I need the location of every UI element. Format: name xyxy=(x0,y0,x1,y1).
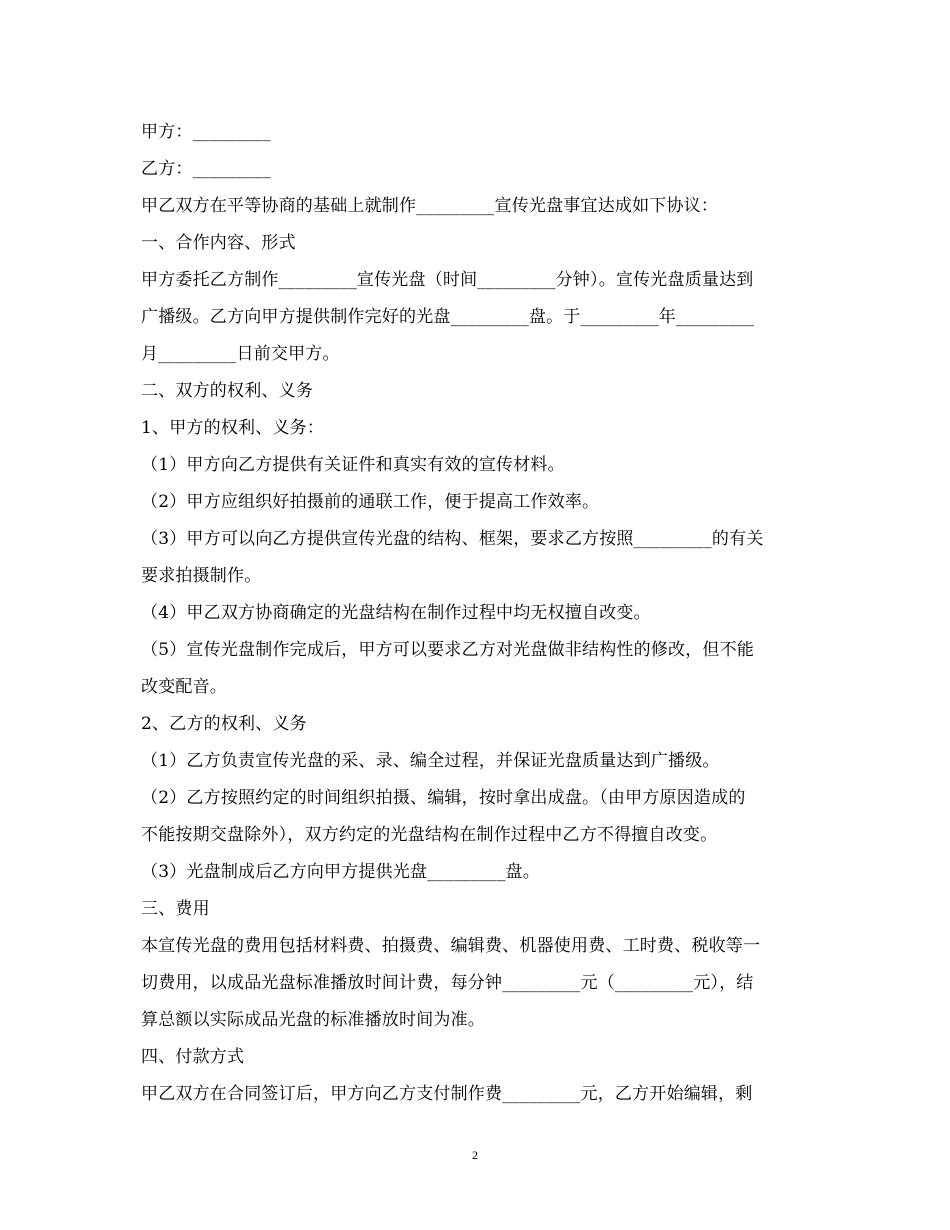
section-heading: 二、双方的权利、义务 xyxy=(141,381,313,401)
text-line: （2）乙方按照约定的时间组织拍摄、编辑，按时拿出成盘。（由甲方原因造成的 xyxy=(141,788,746,808)
text-line: 广播级。乙方向甲方提供制作完好的光盘_________盘。于_________年_________ xyxy=(141,307,755,327)
section-heading: 三、费用 xyxy=(141,899,210,919)
text-line: 本宣传光盘的费用包括材料费、拍摄费、编辑费、机器使用费、工时费、税收等一 xyxy=(141,936,761,956)
text-line: （1）甲方向乙方提供有关证件和真实有效的宣传材料。 xyxy=(141,455,565,475)
section-heading: 一、合作内容、形式 xyxy=(141,233,296,253)
page-number: 2 xyxy=(472,1148,478,1162)
text-line: 甲乙双方在合同签订后，甲方向乙方支付制作费_________元，乙方开始编辑，剩 xyxy=(141,1084,753,1104)
text-line: （3）甲方可以向乙方提供宣传光盘的结构、框架，要求乙方按照_________的有关 xyxy=(141,529,764,549)
text-line: 算总额以实际成品光盘的标准播放时间为准。 xyxy=(141,1010,485,1030)
text-line: 乙方：_________ xyxy=(141,159,271,179)
document-body xyxy=(141,119,813,1118)
subsection-heading: 2、乙方的权利、义务 xyxy=(141,714,307,734)
text-line: 甲方委托乙方制作_________宣传光盘（时间_________分钟）。宣传光盘质量达到 xyxy=(141,270,754,290)
text-line: 甲乙双方在平等协商的基础上就制作_________宣传光盘事宜达成如下协议： xyxy=(141,196,719,216)
text-line: 甲方：_________ xyxy=(141,122,271,142)
section-heading: 四、付款方式 xyxy=(141,1047,245,1067)
subsection-heading: 1、甲方的权利、义务： xyxy=(141,418,325,438)
text-line: （3）光盘制成后乙方向甲方提供光盘_________盘。 xyxy=(141,862,540,882)
text-line: 要求拍摄制作。 xyxy=(141,566,262,586)
text-line: （2）甲方应组织好拍摄前的通联工作，便于提高工作效率。 xyxy=(141,492,600,512)
text-line: （5）宣传光盘制作完成后，甲方可以要求乙方对光盘做非结构性的修改，但不能 xyxy=(141,640,755,660)
text-line: （4）甲乙双方协商确定的光盘结构在制作过程中均无权擅自改变。 xyxy=(141,603,651,623)
text-line: （1）乙方负责宣传光盘的采、录、编全过程，并保证光盘质量达到广播级。 xyxy=(141,751,720,771)
text-line: 月_________日前交甲方。 xyxy=(141,344,340,364)
text-line: 不能按期交盘除外），双方约定的光盘结构在制作过程中乙方不得擅自改变。 xyxy=(141,825,718,845)
text-line: 改变配音。 xyxy=(141,677,227,697)
text-line: 切费用，以成品光盘标准播放时间计费，每分钟_________元（_________元），结 xyxy=(141,973,754,993)
